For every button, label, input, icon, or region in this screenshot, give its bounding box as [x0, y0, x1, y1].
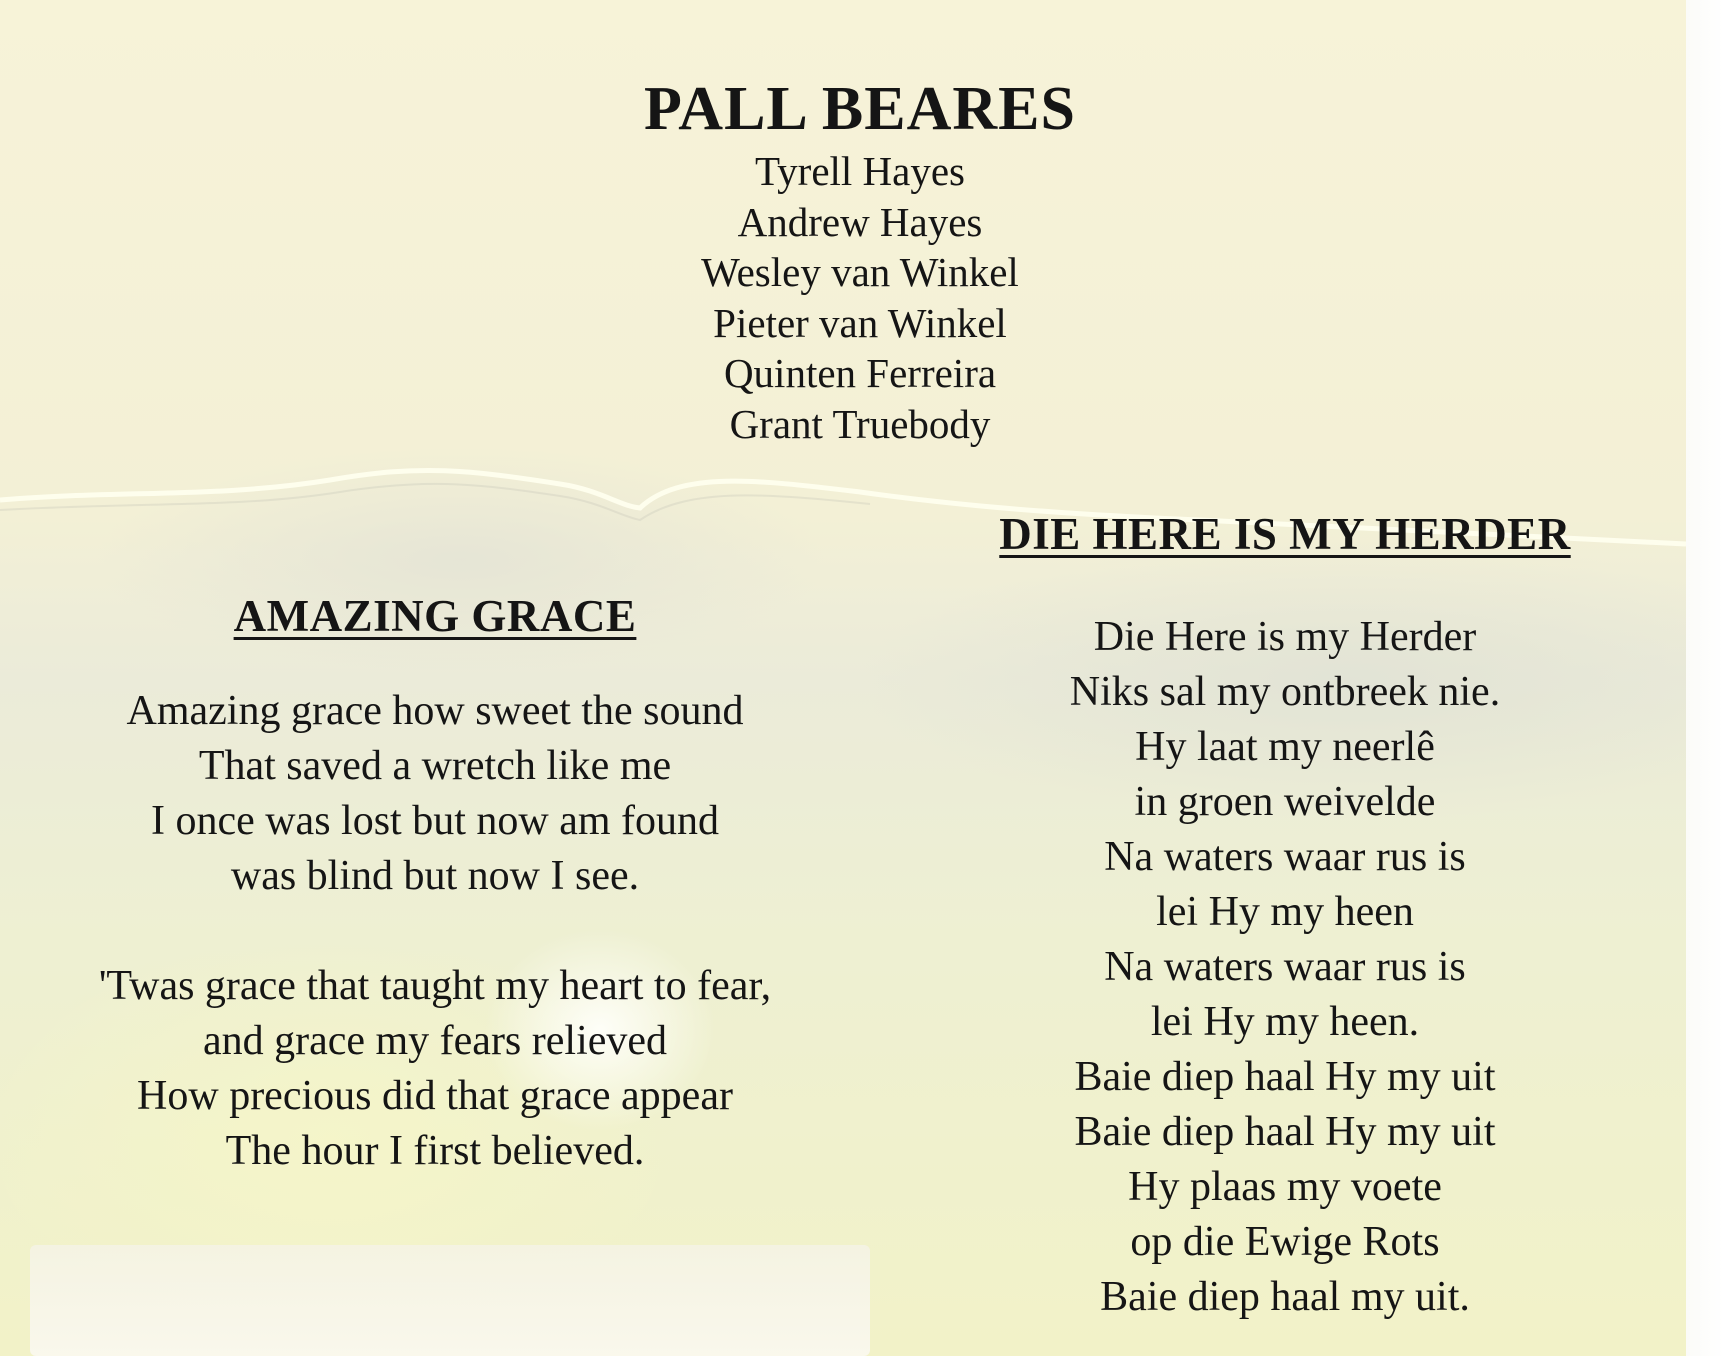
lyric-line: Amazing grace how sweet the sound	[126, 688, 744, 734]
lyric-line: 'Twas grace that taught my heart to fear,	[98, 963, 772, 1009]
lyric-line: and grace my fears relieved	[202, 1018, 668, 1064]
lyric-line: lei Hy my heen	[1156, 889, 1414, 935]
lyric-line: Na waters waar rus is	[1104, 834, 1466, 880]
amazing-grace-verse-1	[30, 684, 840, 904]
amazing-grace-verse-2	[30, 959, 840, 1179]
lyric-line: Niks sal my ontbreek nie.	[1069, 669, 1501, 715]
die-here-section	[960, 508, 1610, 1325]
lyric-line: op die Ewige Rots	[1130, 1219, 1440, 1265]
lyric-line: was blind but now I see.	[230, 853, 640, 899]
amazing-grace-section	[30, 590, 840, 1179]
lyric-line: Baie diep haal my uit.	[1100, 1274, 1470, 1320]
pall-bearer-name: Quinten Ferreira	[723, 350, 997, 396]
pall-bearer-name: Wesley van Winkel	[701, 249, 1019, 295]
lyric-line: Hy plaas my voete	[1128, 1164, 1442, 1210]
lyric-line: lei Hy my heen.	[1150, 999, 1420, 1045]
pall-bearer-name: Andrew Hayes	[737, 198, 983, 245]
lyric-line: How precious did that grace appear	[137, 1073, 733, 1119]
lyric-line: Die Here is my Herder	[1093, 614, 1477, 660]
lyric-line: Na waters waar rus is	[1104, 944, 1466, 990]
lyric-line: The hour I first believed.	[225, 1128, 645, 1174]
pall-bearer-name: Pieter van Winkel	[713, 299, 1007, 346]
lyric-line: I once was lost but now am found	[150, 798, 720, 844]
die-here-lyrics	[960, 610, 1610, 1325]
pall-bearer-name: Grant Truebody	[729, 400, 991, 447]
die-here-title: DIE HERE IS MY HERDER	[999, 509, 1571, 559]
lyric-line: Hy laat my neerlê	[1135, 724, 1435, 770]
lyric-line: That saved a wretch like me	[198, 743, 672, 789]
lyric-line: Baie diep haal Hy my uit	[1074, 1054, 1496, 1100]
pall-bearers-list	[540, 146, 1180, 449]
lyric-line: Baie diep haal Hy my uit	[1074, 1109, 1496, 1155]
amazing-grace-title: AMAZING GRACE	[233, 591, 637, 641]
faded-patch	[30, 1245, 870, 1356]
pall-bearer-name: Tyrell Hayes	[754, 148, 966, 194]
scan-edge	[1686, 0, 1724, 1356]
lyric-line: in groen weivelde	[1134, 779, 1436, 825]
pall-bearers-title: PALL BEARES	[644, 75, 1076, 143]
